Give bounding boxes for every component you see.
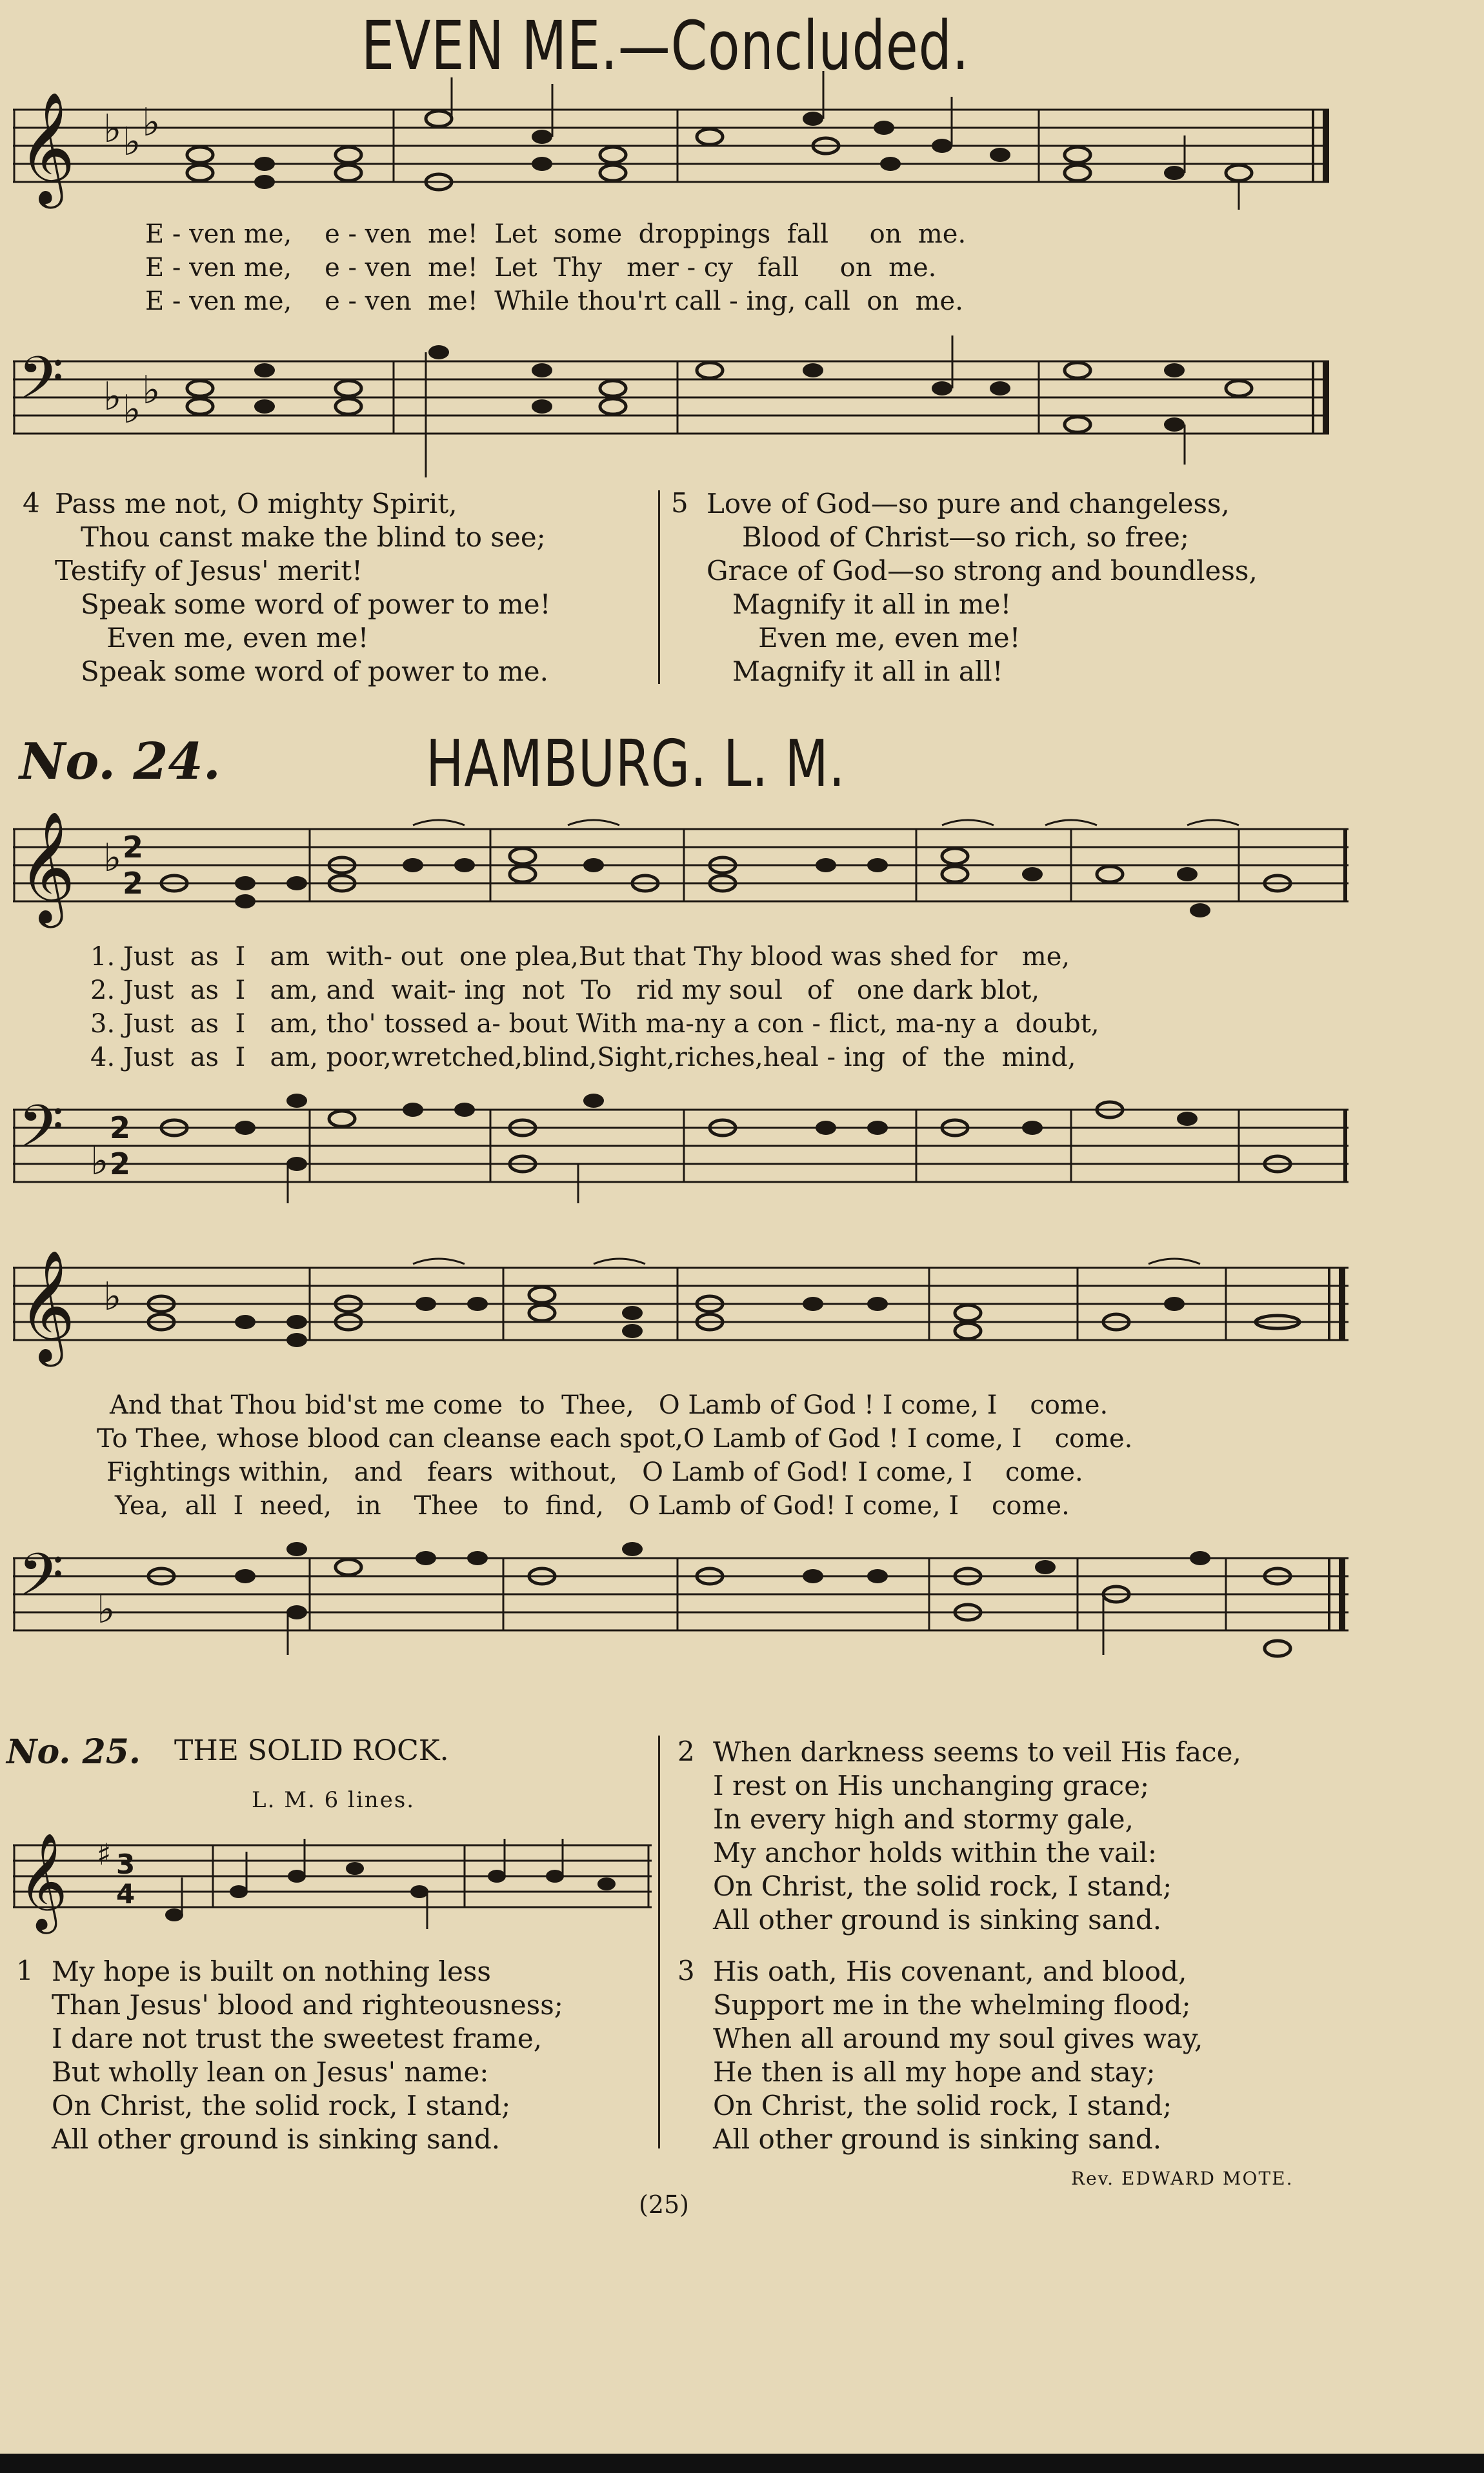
svg-text:2: 2: [110, 1110, 131, 1145]
even-me-verse4-line-3: Testify of Jesus' merit!: [55, 555, 363, 586]
solid-rock-verse1-line-4: But wholly lean on Jesus' name:: [52, 2056, 489, 2088]
svg-text:𝄞: 𝄞: [18, 92, 75, 204]
svg-text:3: 3: [116, 1848, 135, 1880]
solid-rock-verse2-line-2: I rest on His unchanging grace;: [713, 1770, 1150, 1801]
svg-text:♭: ♭: [123, 119, 141, 165]
hamburg-lyric-top-4: 4. Just as I am, poor,wretched,blind,Sight,riches,heal - ing of the mind,: [90, 1043, 1076, 1072]
even-me-verse4-line-6: Speak some word of power to me.: [55, 656, 548, 687]
solid-rock-verse3-line-2: Support me in the whelming flood;: [713, 1989, 1191, 2021]
svg-text:♭: ♭: [103, 106, 122, 152]
scan-edge-bar: [0, 2454, 1484, 2473]
even-me-lyric-line-2: E - ven me, e - ven me! Let Thy mer - cy fall on me.: [145, 253, 937, 283]
even-me-bass-staff: [13, 344, 1329, 477]
solid-rock-number: No. 25.: [6, 1732, 141, 1772]
solid-rock-verse2-number: 2: [677, 1736, 695, 1767]
svg-text:𝄢: 𝄢: [18, 344, 64, 426]
hamburg-treble-staff-2: [13, 1250, 1349, 1371]
even-me-verse4-line-5: Even me, even me!: [55, 622, 369, 654]
even-me-lyric-line-1: E - ven me, e - ven me! Let some droppings fall on me.: [145, 219, 967, 249]
svg-text:𝄞: 𝄞: [18, 1250, 75, 1362]
even-me-verse5-line-3: Grace of God—so strong and boundless,: [707, 555, 1258, 586]
hamburg-treble-staff-1: [13, 811, 1349, 932]
solid-rock-verse2-line-5: On Christ, the solid rock, I stand;: [713, 1870, 1172, 1902]
svg-text:𝄞: 𝄞: [18, 811, 75, 923]
svg-text:2: 2: [123, 830, 144, 865]
svg-text:♭: ♭: [123, 387, 141, 432]
svg-text:𝄢: 𝄢: [18, 1092, 64, 1175]
svg-text:♭: ♭: [103, 1274, 122, 1319]
even-me-verse5-line-6: Magnify it all in all!: [707, 656, 1003, 687]
page-number: (25): [639, 2190, 690, 2219]
solid-rock-verse2-line-1: When darkness seems to veil His face,: [713, 1736, 1241, 1768]
solid-rock-author: Rev. EDWARD MOTE.: [1071, 2168, 1294, 2189]
hamburg-lyric-bottom-1: And that Thou bid'st me come to Thee, O Lamb of God ! I come, I come.: [110, 1390, 1108, 1420]
svg-text:♭: ♭: [90, 1139, 109, 1184]
even-me-treble-staff: [13, 92, 1329, 213]
solid-rock-title: THE SOLID ROCK.: [174, 1734, 449, 1767]
even-me-verse5-number: 5: [671, 487, 688, 519]
even-me-verse5-line-1: Love of God—so pure and changeless,: [707, 488, 1230, 519]
solid-rock-verse3-line-4: He then is all my hope and stay;: [713, 2056, 1156, 2088]
hamburg-lyric-bottom-4: Yea, all I need, in Thee to find, O Lamb of God! I come, I come.: [115, 1491, 1070, 1521]
solid-rock-verse2-line-4: My anchor holds within the vail:: [713, 1837, 1158, 1868]
solid-rock-verse1-line-6: All other ground is sinking sand.: [52, 2123, 501, 2155]
solid-rock-verse1-line-1: My hope is built on nothing less: [52, 1956, 491, 1987]
solid-rock-verse3-line-3: When all around my soul gives way,: [713, 2023, 1203, 2054]
even-me-verse4-number: 4: [23, 487, 40, 519]
verse-divider-top: [658, 490, 660, 684]
even-me-verse4-line-1: Pass me not, O mighty Spirit,: [55, 488, 457, 519]
hamburg-lyric-bottom-3: Fightings within, and fears without, O Lamb of God! I come, I come.: [106, 1457, 1083, 1487]
svg-text:♭: ♭: [142, 100, 161, 145]
svg-text:2: 2: [123, 866, 144, 901]
even-me-lyric-line-3: E - ven me, e - ven me! While thou'rt call - ing, call on me.: [145, 286, 963, 316]
even-me-title: EVEN ME.—Concluded.: [361, 6, 970, 85]
hamburg-title: HAMBURG. L. M.: [426, 726, 846, 801]
solid-rock-verse2-line-6: All other ground is sinking sand.: [713, 1904, 1162, 1936]
hamburg-bass-staff-2: [13, 1541, 1349, 1674]
svg-text:♭: ♭: [103, 374, 122, 419]
svg-text:♭: ♭: [103, 836, 122, 881]
even-me-verse5-line-5: Even me, even me!: [707, 622, 1021, 654]
svg-text:♯: ♯: [97, 1837, 112, 1872]
solid-rock-verse3-line-1: His oath, His covenant, and blood,: [713, 1956, 1187, 1987]
verse-divider-bottom: [658, 1736, 660, 2148]
solid-rock-verse1-number: 1: [16, 1955, 34, 1987]
solid-rock-meter: L. M. 6 lines.: [252, 1787, 416, 1813]
solid-rock-incipit-staff: [13, 1826, 652, 1942]
hamburg-bass-staff-1: [13, 1092, 1349, 1226]
solid-rock-verse3-line-6: All other ground is sinking sand.: [713, 2123, 1162, 2155]
even-me-verse5-line-2: Blood of Christ—so rich, so free;: [742, 521, 1190, 553]
hamburg-lyric-top-1: 1. Just as I am with- out one plea,But that Thy blood was shed for me,: [90, 942, 1070, 972]
solid-rock-verse3-line-5: On Christ, the solid rock, I stand;: [713, 2090, 1172, 2121]
solid-rock-verse1-line-5: On Christ, the solid rock, I stand;: [52, 2090, 511, 2121]
svg-text:4: 4: [116, 1878, 135, 1910]
even-me-verse4-line-2: Thou canst make the blind to see;: [55, 521, 546, 553]
svg-text:♭: ♭: [97, 1587, 115, 1632]
hamburg-lyric-top-3: 3. Just as I am, tho' tossed a- bout With ma-ny a con - flict, ma-ny a doubt,: [90, 1009, 1099, 1039]
solid-rock-verse3-number: 3: [677, 1955, 695, 1987]
svg-text:2: 2: [110, 1146, 131, 1181]
solid-rock-verse1-line-2: Than Jesus' blood and righteousness;: [52, 1989, 563, 2021]
even-me-verse5-line-4: Magnify it all in me!: [707, 588, 1012, 620]
solid-rock-verse1-line-3: I dare not trust the sweetest frame,: [52, 2023, 543, 2054]
even-me-verse4-line-4: Speak some word of power to me!: [55, 588, 551, 620]
hamburg-lyric-top-2: 2. Just as I am, and wait- ing not To rid my soul of one dark blot,: [90, 976, 1040, 1005]
svg-text:𝄢: 𝄢: [18, 1541, 64, 1623]
hamburg-lyric-bottom-2: To Thee, whose blood can cleanse each spot,O Lamb of God ! I come, I come.: [97, 1424, 1133, 1454]
svg-text:𝄞: 𝄞: [18, 1832, 68, 1930]
solid-rock-verse2-line-3: In every high and stormy gale,: [713, 1803, 1134, 1835]
svg-text:♭: ♭: [142, 368, 161, 413]
hamburg-number: No. 24.: [19, 732, 221, 791]
